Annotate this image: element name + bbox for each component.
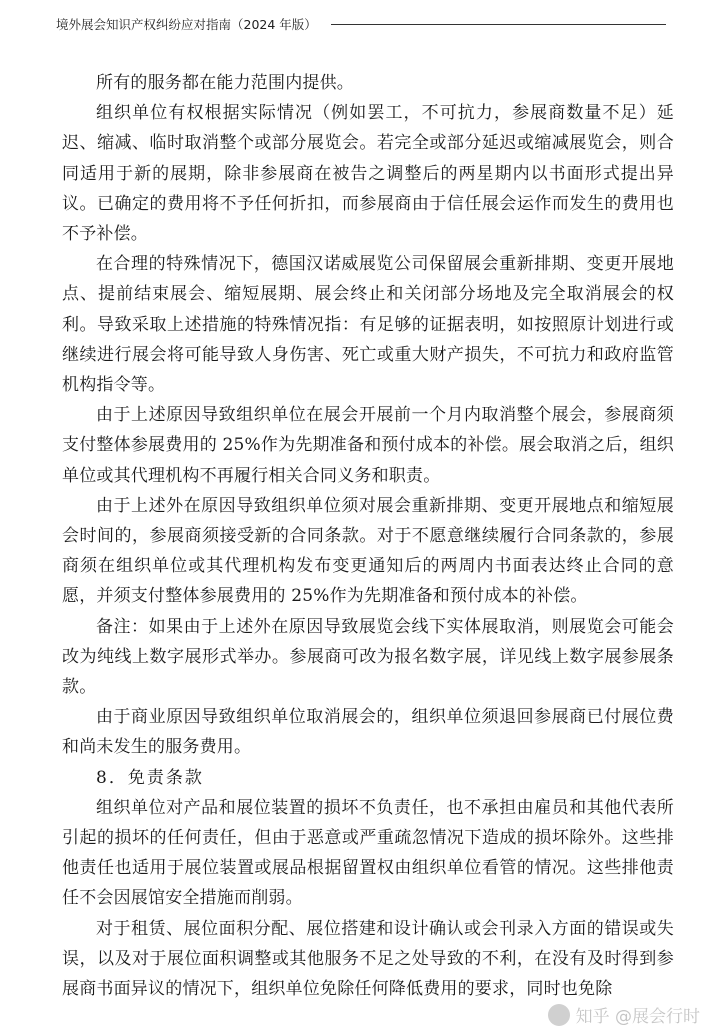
paragraph: 由于上述原因导致组织单位在展会开展前一个月内取消整个展会，参展商须支付整体参展费用的 25%作为先期准备和预付成本的补偿。展会取消之后，组织单位或其代理机构不再履行相关合同义务和职责。 xyxy=(62,405,674,486)
document-body xyxy=(62,68,674,1004)
section-heading: 8．免责条款 xyxy=(96,767,204,788)
paragraph: 由于商业原因导致组织单位取消展会的，组织单位须退回参展商已付展位费和尚未发生的服务费用。 xyxy=(62,707,674,758)
paragraph: 由于上述外在原因导致组织单位须对展会重新排期、变更开展地点和缩短展会时间的，参展商须接受新的合同条款。对于不愿意继续履行合同条款的，参展商须在组织单位或其代理机构发布变更通知后的两周内书面表达终止合同的意愿，并须支付整体参展费用的 25%作为先期准备和预付成本的补偿。 xyxy=(62,495,674,607)
paragraph: 组织单位有权根据实际情况（例如罢工，不可抗力，参展商数量不足）延迟、缩减、临时取消整个或部分展览会。若完全或部分延迟或缩减展览会，则合同适用于新的展期，除非参展商在被告之调整后的两星期内以书面形式提出异议。已确定的费用将不予任何折扣，而参展商由于信任展会运作而发生的费用也不予补偿。 xyxy=(62,103,674,245)
header-title: 境外展会知识产权纠纷应对指南（2024 年版） xyxy=(56,17,317,32)
paragraph: 所有的服务都在能力范围内提供。 xyxy=(96,73,354,93)
paragraph: 组织单位对产品和展位装置的损坏不负责任，也不承担由雇员和其他代表所引起的损坏的任何责任，但由于恶意或严重疏忽情况下造成的损坏除外。这些排他责任也适用于展位装置或展品根据留置权由组织单位看管的情况。这些排他责任不会因展馆安全措施而削弱。 xyxy=(62,797,674,909)
header-rule xyxy=(331,24,666,25)
watermark-text: 知乎 @展会行时 xyxy=(575,1007,700,1027)
page-header xyxy=(56,12,666,36)
watermark xyxy=(548,1002,700,1027)
paragraph: 备注：如果由于上述外在原因导致展览会线下实体展取消，则展览会可能会改为纯线上数字展形式举办。参展商可改为报名数字展，详见线上数字展参展条款。 xyxy=(62,616,674,698)
paragraph: 对于租赁、展位面积分配、展位搭建和设计确认或会刊录入方面的错误或失误，以及对于展位面积调整或其他服务不足之处导致的不利，在没有及时得到参展商书面异议的情况下，组织单位免除任何降低费用的要求，同时也免除 xyxy=(62,918,674,1000)
zhihu-icon xyxy=(548,1004,570,1026)
paragraph: 在合理的特殊情况下，德国汉诺威展览公司保留展会重新排期、变更开展地点、提前结束展会、缩短展期、展会终止和关闭部分场地及完全取消展会的权利。导致采取上述措施的特殊情况指：有足够的证据表明，如按照原计划进行或继续进行展会将可能导致人身伤害、死亡或重大财产损失，不可抗力和政府监管机构指令等。 xyxy=(62,254,674,396)
